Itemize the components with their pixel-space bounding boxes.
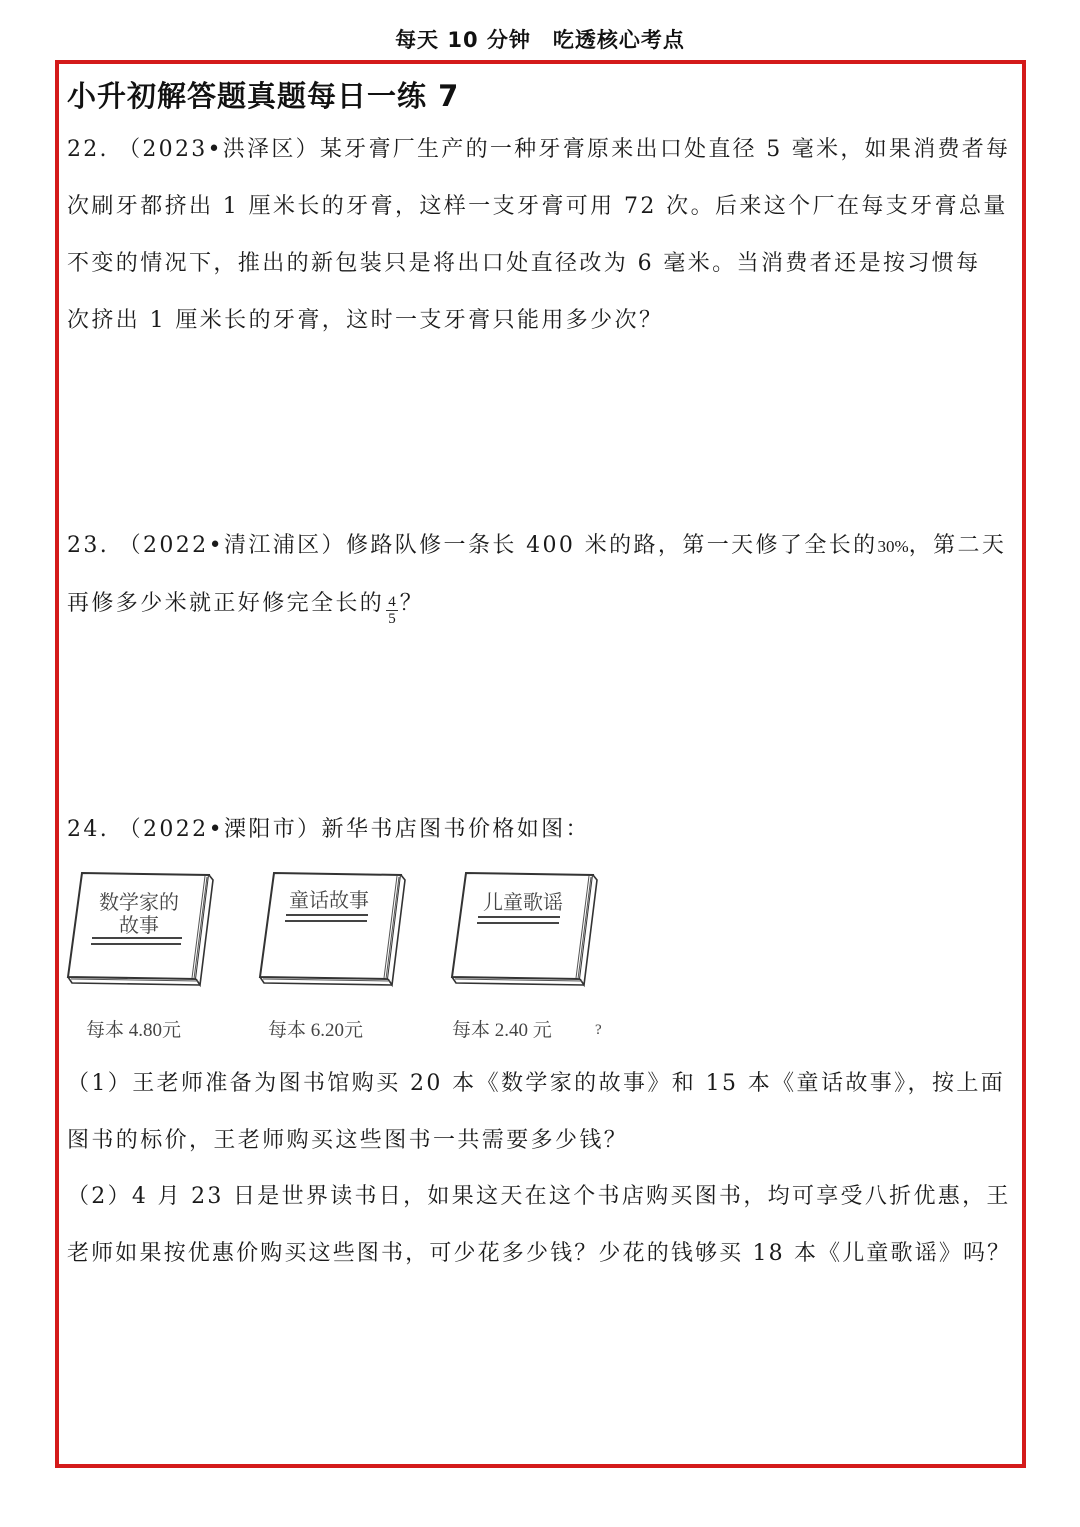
book-price: 每本 4.80元 [86,1020,182,1041]
q22-line: 22. （2023•洪泽区）某牙膏厂生产的一种牙膏原来出口处直径 5 毫米，如果消费者每 [67,137,1011,162]
q24-intro-line: 24. （2022•溧阳市）新华书店图书价格如图： [67,817,590,842]
q22-line: 不变的情况下，推出的新包装只是将出口处直径改为 6 毫米。当消费者还是按习惯每 [67,251,981,276]
question-24-part-2 [67,1168,1013,1282]
book-fairy-tales [256,865,406,1041]
question-22 [67,121,1013,349]
book-title-line: 数学家的 [99,892,179,914]
book-title-line: 儿童歌谣 [483,892,563,914]
q23-line1-text: 23. （2022•清江浦区）修路队修一条长 400 米的路，第一天修了全长的 [67,533,878,558]
q23-line2-tail: ？ [399,591,425,616]
fraction [386,594,398,627]
book-price: 每本 6.20元 [268,1020,364,1041]
question-24-intro [67,801,1013,858]
header-right: 吃透核心考点 [552,28,685,52]
fraction-denominator: 5 [388,611,396,627]
book-icon [256,865,406,990]
q24-part1-line: 图书的标价，王老师购买这些图书一共需要多少钱？ [67,1128,629,1153]
book-price-figure [62,865,622,1055]
worksheet-title: 小升初解答题真题每日一练 7 [67,79,460,113]
stray-question-mark: ? [595,1022,602,1038]
book-math-stories [64,865,214,1041]
book-title-line: 童话故事 [289,890,369,912]
fraction-numerator: 4 [388,594,396,610]
book-title [94,892,184,938]
question-24-part-1 [67,1055,1013,1169]
q22-line: 次挤出 1 厘米长的牙膏，这时一支牙膏只能用多少次？ [67,308,664,333]
q22-line: 次刷牙都挤出 1 厘米长的牙膏，这样一支牙膏可用 72 次。后来这个厂在每支牙膏总量 [67,194,1008,219]
q23-line1-tail: ，第二天 [908,533,1007,558]
q23-line-2 [67,575,1013,632]
book-title [284,890,374,913]
book-title [478,892,568,915]
book-children-songs [448,865,598,1041]
book-price: 每本 2.40 元 [452,1020,552,1041]
q24-part1-line: （1）王老师准备为图书馆购买 20 本《数学家的故事》和 15 本《童话故事》，按上面 [67,1071,1006,1096]
q23-percent: 30% [877,537,909,556]
book-icon [448,865,598,990]
question-23 [67,517,1013,632]
book-title-line: 故事 [119,915,159,937]
page-header [0,24,1080,54]
q24-part2-line: （2）4 月 23 日是世界读书日，如果这天在这个书店购买图书，均可享受八折优惠，王 [67,1184,1011,1209]
q23-line-1 [67,517,1013,575]
header-left: 每天 10 分钟 [395,28,531,52]
q23-line2-text: 再修多少米就正好修完全长的 [67,591,385,616]
q24-part2-line: 老师如果按优惠价购买这些图书，可少花多少钱？少花的钱够买 18 本《儿童歌谣》吗？ [67,1241,1012,1266]
